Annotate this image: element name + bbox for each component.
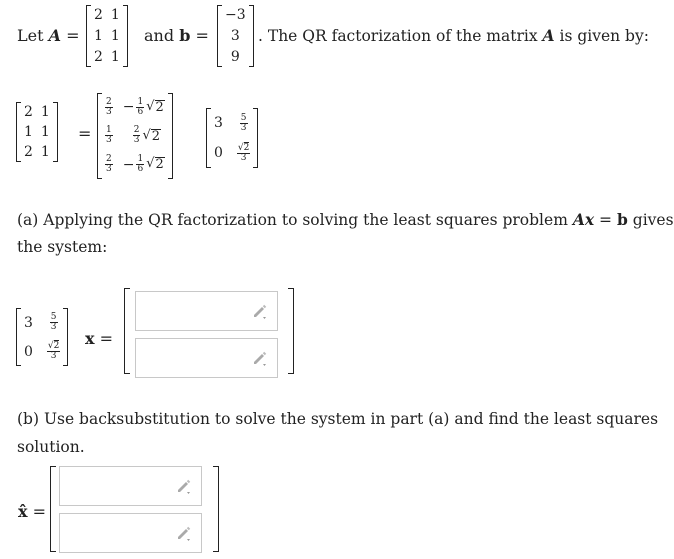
matrix-a-factor: [16, 102, 58, 162]
q-cell: − $\frac{1}{6}$ √ 2: [122, 154, 164, 175]
part-a-text-line1: [17, 210, 674, 229]
vector-b-symbol: b: [179, 26, 191, 45]
equals-sign: =: [66, 26, 80, 45]
qr-given-text: [258, 26, 649, 45]
part-b-line2: solution.: [17, 438, 85, 456]
bracket-left: [124, 288, 130, 374]
a-cell: 1: [40, 124, 50, 140]
a-cell: 1: [24, 124, 33, 140]
part-b-line1: (b) Use backsubstitution to solve the system in part (a) and find the least squares: [17, 410, 659, 428]
xhat-symbol: x̂: [18, 502, 28, 521]
equals-sign: =: [99, 329, 114, 348]
a-cell: 1: [110, 48, 120, 65]
a-cell: 1: [94, 27, 103, 44]
q-cell: $\frac{2}{3}$: [106, 154, 112, 175]
bracket-left: [50, 466, 56, 552]
part-a-line1: (a) Applying the QR factorization to solving the least squares problem: [17, 211, 568, 229]
equals-sign: =: [32, 502, 47, 521]
a-cell: 2: [94, 7, 103, 24]
x-equals: [85, 329, 113, 348]
a-cell: 2: [24, 104, 33, 120]
given-text-2: is given by:: [559, 27, 649, 45]
vector-b-symbol: b: [616, 210, 628, 229]
b-cell: 3: [230, 27, 240, 44]
pencil-icon[interactable]: [251, 349, 269, 367]
and-b-text: [144, 26, 209, 45]
matrix-q: [97, 93, 173, 179]
r-cell: $\frac{√2}{3}$: [47, 341, 60, 361]
r-cell: 0: [214, 145, 223, 161]
ax-symbol: Ax: [572, 210, 595, 229]
matrix-r-system: [16, 308, 68, 366]
r-cell: 3: [24, 314, 33, 331]
b-cell: 9: [230, 48, 240, 65]
vector-b: [217, 5, 254, 67]
x-vector-symbol: x: [85, 329, 95, 348]
gives-text: gives: [632, 211, 674, 229]
a-cell: 2: [24, 144, 33, 160]
a-cell: 1: [110, 7, 120, 24]
q-cell: − $\frac{1}{6}$ √ 2: [122, 96, 164, 117]
a-cell: 1: [40, 104, 50, 120]
problem-intro: [17, 26, 80, 45]
matrix-r: [206, 108, 258, 168]
equals-sign: =: [195, 26, 209, 45]
bracket-right: [213, 466, 219, 552]
a-cell: 1: [40, 144, 50, 160]
b-cell: −3: [225, 7, 246, 24]
q-cell: $\frac{1}{3}$: [106, 125, 112, 146]
xhat-equals: [18, 502, 46, 521]
r-cell: $\frac{5}{3}$: [50, 312, 57, 332]
matrix-a: [86, 5, 128, 67]
pencil-icon[interactable]: [175, 477, 193, 495]
equals-sign: =: [78, 124, 92, 143]
equals-sign: =: [599, 211, 613, 229]
let-text: Let: [17, 26, 44, 45]
part-a-line2: the system:: [17, 238, 108, 256]
r-cell: $\frac{5}{3}$: [240, 112, 247, 133]
pencil-icon[interactable]: [175, 524, 193, 542]
r-cell: $\frac{√2}{3}$: [237, 142, 250, 163]
q-cell: $\frac{2}{3}$: [106, 96, 112, 117]
a-cell: 1: [110, 27, 120, 44]
matrix-a-symbol: A: [48, 26, 62, 45]
bracket-right: [288, 288, 294, 374]
a-cell: 2: [94, 48, 103, 65]
q-cell: $\frac{2}{3}$ √ 2: [133, 125, 161, 146]
r-cell: 0: [24, 343, 33, 360]
matrix-a-symbol: A: [542, 26, 555, 45]
r-cell: 3: [214, 115, 223, 131]
pencil-icon[interactable]: [251, 302, 269, 320]
and-text: and: [144, 26, 175, 45]
given-text: . The QR factorization of the matrix: [258, 27, 538, 45]
